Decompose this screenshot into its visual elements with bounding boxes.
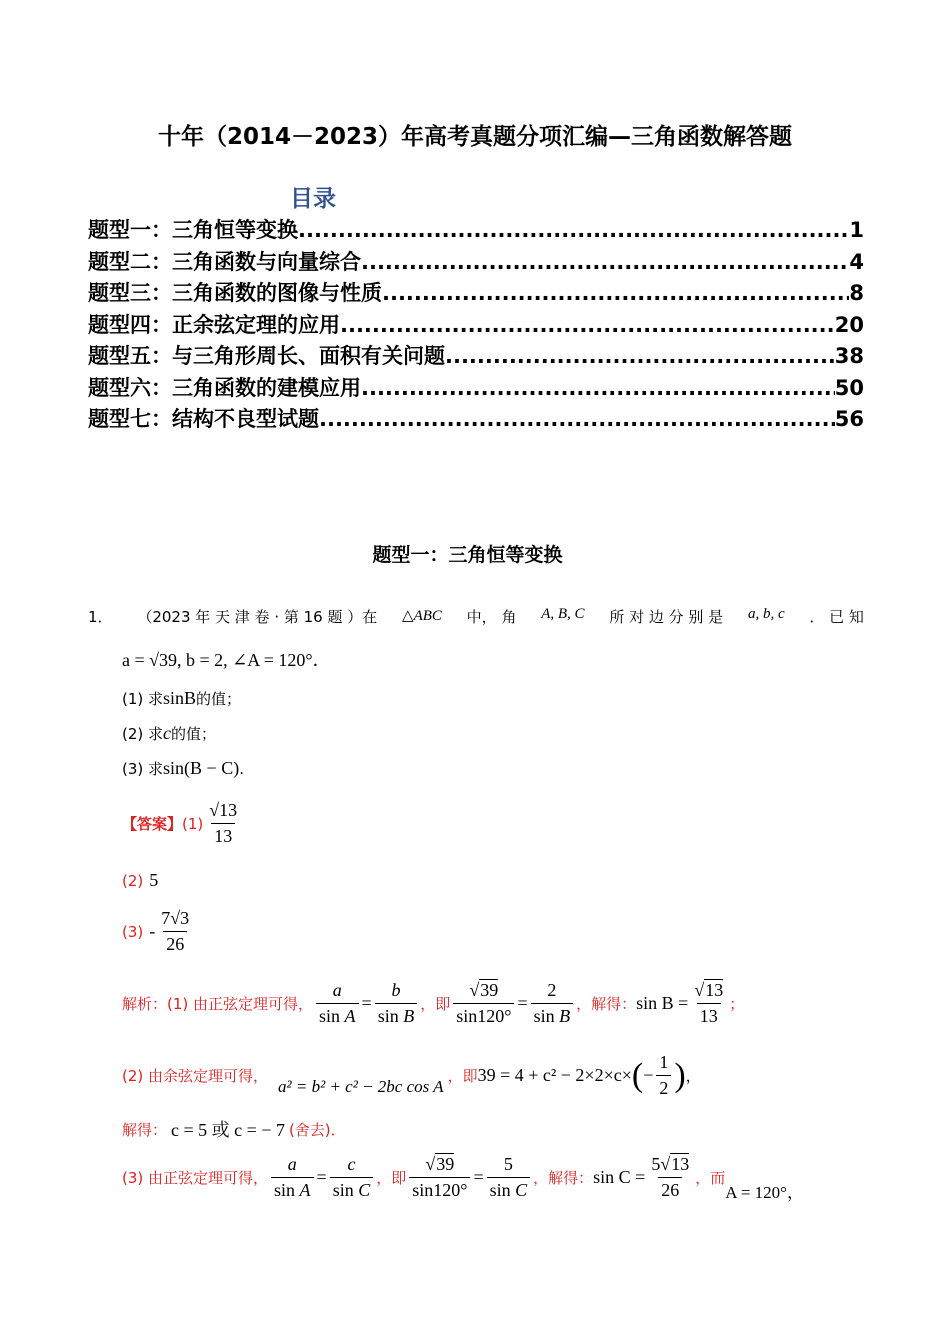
- question-1-suffix: 的值；: [196, 690, 242, 708]
- toc-item-page: 1: [849, 218, 864, 242]
- answer-1-denominator: 13: [211, 823, 235, 847]
- toc-item-label: 题型二：三角函数与向量综合: [88, 249, 361, 274]
- toc-item[interactable]: [88, 277, 864, 309]
- equals-sign: =: [361, 993, 372, 1013]
- toc-leader-dots: [340, 313, 835, 337]
- toc-leader-dots: [298, 218, 849, 242]
- sinC-fraction: $\frac{5√13}{26}$: [651, 1154, 690, 1200]
- question-3-expr: sin(B − C): [163, 758, 240, 778]
- answer-2: [122, 870, 158, 891]
- cosine-law-formula: a² = b² + c² − 2bc cos A: [278, 1076, 444, 1096]
- toc-item-page: 38: [834, 344, 864, 368]
- question-2-prefix: (2) 求: [122, 725, 164, 743]
- answer-1: [122, 800, 243, 847]
- toc-leader-dots: [361, 376, 835, 400]
- equals-sign: =: [473, 1167, 484, 1187]
- answer-1-numerator: √13: [209, 800, 238, 820]
- answer-1-prefix: (1): [182, 814, 204, 833]
- answer-3-sign: -: [149, 921, 156, 941]
- toc-item-label: 题型七：结构不良型试题: [88, 407, 319, 431]
- question-1-expr: sinB: [163, 688, 197, 708]
- minus-sign: −: [643, 1065, 654, 1085]
- problem-number: 1．: [88, 608, 113, 626]
- sine-ratio-b: $\frac{b}{\text{sin B}}$: [375, 980, 418, 1027]
- c-solutions: c = 5 或 c = − 7: [171, 1120, 285, 1140]
- side-vars: a, b, c: [747, 606, 785, 622]
- problem-stem: [88, 606, 864, 627]
- question-3: [122, 758, 244, 779]
- question-3-prefix: (3) 求: [122, 760, 164, 778]
- triangle-symbol: △ABC: [402, 608, 442, 624]
- answer-2-prefix: (2): [122, 871, 144, 890]
- toc-item-label: 题型五：与三角形周长、面积有关问题: [88, 344, 445, 368]
- question-2-suffix: 的值；: [171, 725, 217, 743]
- answer-3-numerator: 7√3: [161, 908, 190, 928]
- toc-item-label: 题型四：正余弦定理的应用: [88, 312, 340, 337]
- cosine-law-equation: 39 = 4 + c² − 2×2×c×: [477, 1065, 632, 1085]
- equals-sign: =: [517, 993, 528, 1013]
- toc-item-label: 题型三：三角函数的图像与性质: [88, 281, 382, 305]
- sine-ratio-value-a: $\frac{√39}{\sin 120^\circ}$: [409, 1154, 470, 1201]
- answer-1-fraction: [206, 800, 240, 847]
- solution-step-3-note: (舍去)．: [288, 1120, 346, 1139]
- solution-step-1: 解析：(1) 由正弦定理可得， $\frac{a}{\text{sin A}}$ = $\frac{b}{\text{sin B}}$ ，即 $\frac{√39}{\sin 120^\circ}$ = $\frac{2}{\text{sin B}}$ ，解得： sin B = $\frac{√13}{13}$ ；: [122, 980, 745, 1026]
- toc-item-page: 20: [834, 312, 864, 337]
- solution-step-4-tail: ，而: [695, 1169, 726, 1187]
- solution-step-4: [122, 1152, 804, 1203]
- solution-step-4-label: (3) 由正弦定理可得，: [122, 1169, 269, 1187]
- question-2: [122, 723, 216, 744]
- angle-vars: A, B, C: [541, 606, 585, 622]
- solution-step-2-mid: ，即: [447, 1067, 478, 1085]
- sine-ratio-value-b: $\frac{2}{\text{sin B}}$: [531, 980, 574, 1027]
- toc-leader-dots: [361, 250, 849, 274]
- solution-step-4-mid2: ，解得：: [533, 1169, 594, 1187]
- answer-2-value: 5: [149, 870, 159, 890]
- paren-close: ): [674, 1056, 686, 1094]
- solution-step-3: [122, 1116, 346, 1142]
- toc-item-label: 题型一：三角恒等变换: [88, 218, 298, 242]
- answer-3-fraction: [158, 908, 192, 955]
- answer-3-prefix: (3): [122, 922, 144, 941]
- question-1: [122, 688, 241, 709]
- toc-leader-dots: [382, 281, 849, 305]
- sine-ratio-value-a: $\frac{√39}{\sin 120^\circ}$: [453, 980, 514, 1027]
- toc-item-label: 题型六：三角函数的建模应用: [88, 375, 361, 400]
- answer-3: [122, 908, 195, 955]
- toc-item-page: 50: [834, 375, 864, 400]
- problem-stem-mid: 中， 角: [466, 608, 517, 626]
- sinB-fraction: $\frac{√13}{13}$: [694, 980, 724, 1026]
- solution-step-1-label: 解析：(1) 由正弦定理可得，: [122, 995, 314, 1013]
- toc-item[interactable]: [88, 246, 864, 278]
- sine-ratio-a: $\frac{a}{\text{sin A}}$: [316, 980, 359, 1027]
- problem-stem-mid2: 所 对 边 分 别 是: [609, 608, 724, 626]
- solution-step-1-mid2: ，解得：: [576, 995, 637, 1013]
- solution-step-4-mid: ，即: [376, 1169, 407, 1187]
- solution-step-2: (2) 由余弦定理可得， a² = b² + c² − 2bc cos A ，即 39 = 4 + c² − 2×2×c× ( − $\frac{1}{2}$ ) ，: [122, 1052, 701, 1098]
- solution-step-2-label: (2) 由余弦定理可得，: [122, 1067, 269, 1085]
- solution-step-4-result: sin C =: [593, 1167, 646, 1187]
- solution-step-1-result: sin B =: [636, 993, 689, 1013]
- problem-given: a = √39, b = 2, ∠A = 120°．: [122, 650, 331, 670]
- toc-leader-dots: [445, 344, 835, 368]
- toc-leader-dots: [319, 407, 835, 431]
- table-of-contents: [88, 214, 864, 435]
- problem-stem-end: ． 已 知: [809, 608, 864, 626]
- section-title: 题型一：三角恒等变换: [372, 544, 563, 566]
- sine-ratio-a: $\frac{a}{\text{sin A}}$: [271, 1154, 314, 1201]
- answer-label: 【答案】: [122, 815, 183, 833]
- toc-item[interactable]: [88, 309, 864, 341]
- minus-half-fraction: $\frac{1}{2}$: [656, 1052, 671, 1099]
- toc-item-page: 8: [849, 281, 864, 305]
- toc-heading: 目录: [290, 186, 336, 212]
- toc-item[interactable]: [88, 372, 864, 404]
- toc-item[interactable]: [88, 340, 864, 372]
- question-3-suffix: .: [239, 760, 244, 778]
- answer-3-denominator: 26: [163, 931, 187, 955]
- document-title: 十年（2014－2023）年高考真题分项汇编—三角函数解答题: [157, 124, 793, 150]
- toc-item-page: 4: [849, 249, 864, 274]
- toc-item[interactable]: [88, 403, 864, 435]
- toc-item[interactable]: [88, 214, 864, 246]
- angle-A-value: A = 120°，: [725, 1183, 804, 1202]
- sine-ratio-value-c: $\frac{5}{\text{sin C}}$: [487, 1154, 531, 1201]
- question-1-prefix: (1) 求: [122, 690, 164, 708]
- sine-ratio-c: $\frac{c}{\text{sin C}}$: [330, 1154, 374, 1201]
- paren-open: (: [631, 1056, 644, 1094]
- problem-source: （2023 年 天 津 卷 · 第 16 题 ）在: [137, 608, 378, 626]
- solution-step-3-label: 解得：: [122, 1120, 168, 1139]
- toc-item-page: 56: [834, 407, 864, 431]
- question-2-expr: c: [163, 723, 172, 743]
- solution-step-1-mid: ，即: [420, 995, 451, 1013]
- equals-sign: =: [316, 1167, 327, 1187]
